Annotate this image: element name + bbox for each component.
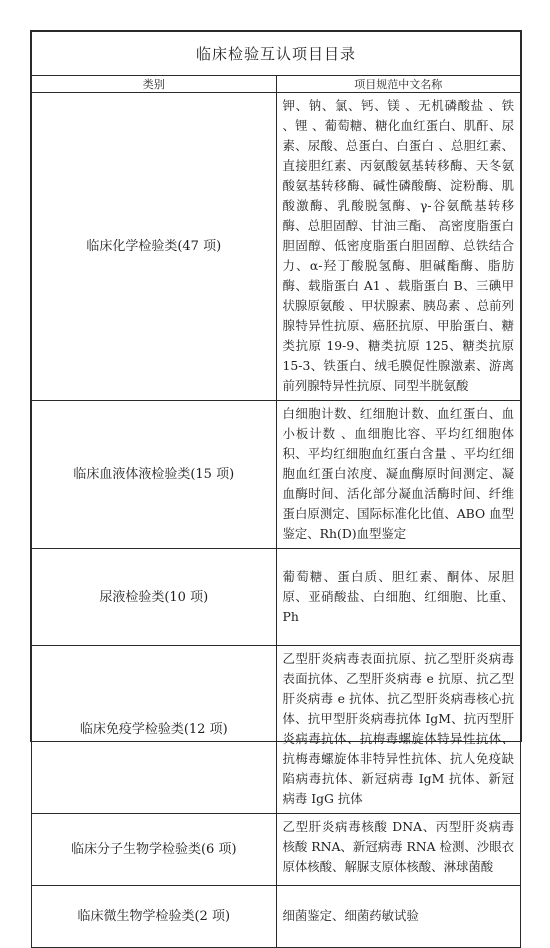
- items-cell: 乙型肝炎病毒核酸 DNA、丙型肝炎病毒核酸 RNA、新冠病毒 RNA 检测、沙眼衣原体核酸、解脲支原体核酸、淋球菌酸: [276, 814, 521, 886]
- category-cell: 临床血液体液检验类(15 项): [32, 401, 277, 549]
- title-row: [32, 32, 521, 76]
- category-cell: 临床化学检验类(47 项): [32, 93, 277, 401]
- table-row: [32, 646, 521, 814]
- table-row: [32, 814, 521, 886]
- category-cell: 临床微生物学检验类(2 项): [32, 886, 277, 948]
- header-items: 项目规范中文名称: [276, 76, 521, 93]
- items-cell: 葡萄糖、蛋白质、胆红素、酮体、尿胆原、亚硝酸盐、白细胞、红细胞、比重、Ph: [276, 549, 521, 646]
- catalog-table-frame: [30, 30, 522, 924]
- category-cell: 临床免疫学检验类(12 项): [32, 646, 277, 814]
- items-cell: 钾、钠、氯、钙、镁 、无机磷酸盐 、铁 、锂 、葡萄糖、糖化血红蛋白、肌酐、尿素、尿酸、总蛋白、白蛋白 、总胆红素、直接胆红素、丙氨酸氨基转移酶、天冬氨酸氨基转移酶、碱性磷酸酶、淀粉酶、肌酸激酶、乳酸脱氢酶、γ-谷氨酰基转移酶、总胆固醇、甘油三酯、 高密度脂蛋白胆固醇、低密度脂蛋白胆固醇、总铁结合力、α-羟丁酸脱氢酶、胆碱酯酶、脂肪酶、载脂蛋白 A1 、载脂蛋白 B、三碘甲状腺原氨酸 、甲状腺素、胰岛素 、总前列腺特异性抗原、癌胚抗原、甲胎蛋白、糖类抗原 19-9、糖类抗原 125、糖类抗原 15-3、铁蛋白、绒毛膜促性腺激素、游离前列腺特异性抗原、同型半胱氨酸: [276, 93, 521, 401]
- catalog-table: [31, 31, 521, 948]
- table-title: 临床检验互认项目目录: [32, 32, 521, 76]
- category-cell: 临床分子生物学检验类(6 项): [32, 814, 277, 886]
- items-cell: 白细胞计数、红细胞计数、血红蛋白、血小板计数 、血细胞比容、平均红细胞体积、平均红细胞血红蛋白含量 、平均红细胞血红蛋白浓度、凝血酶原时间测定、凝血酶时间、活化部分凝血活酶时间、纤维蛋白原测定、国际标准化比值、ABO 血型鉴定、Rh(D)血型鉴定: [276, 401, 521, 549]
- table-row: [32, 886, 521, 948]
- header-row: [32, 76, 521, 93]
- table-row: [32, 93, 521, 401]
- header-category: 类别: [32, 76, 277, 93]
- category-cell: 尿液检验类(10 项): [32, 549, 277, 646]
- table-row: [32, 549, 521, 646]
- items-cell: 乙型肝炎病毒表面抗原、抗乙型肝炎病毒表面抗体、乙型肝炎病毒 e 抗原、抗乙型肝炎病毒 e 抗体、抗乙型肝炎病毒核心抗体、抗甲型肝炎病毒抗体 IgM、抗丙型肝炎病毒抗体、抗梅毒螺旋体特异性抗体、抗梅毒螺旋体非特异性抗体、抗人免疫缺陷病毒抗体、新冠病毒 IgM 抗体、新冠病毒 IgG 抗体: [276, 646, 521, 814]
- items-cell: 细菌鉴定、细菌药敏试验: [276, 886, 521, 948]
- table-row: [32, 401, 521, 549]
